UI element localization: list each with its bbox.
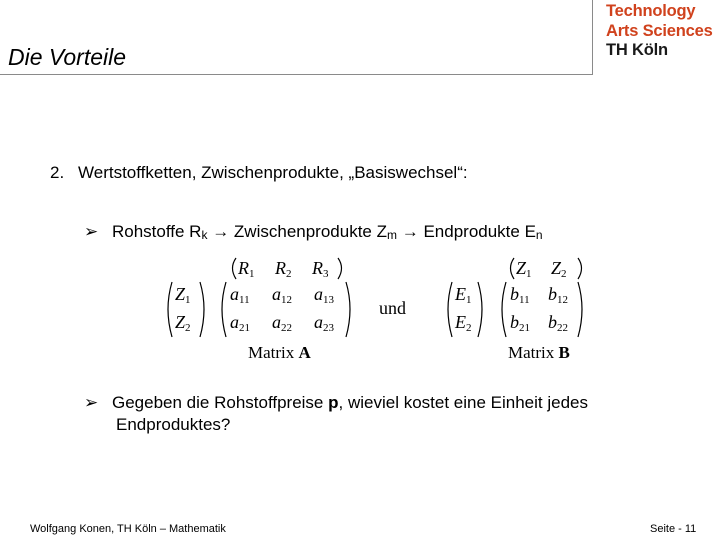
arrow-bullet-icon: ➢	[84, 222, 99, 241]
paren-b-header-left	[511, 258, 515, 279]
matrix-a-cell: a23	[314, 312, 334, 334]
paren-b-header-right	[578, 258, 582, 279]
matrix-b-cell: b11	[510, 284, 530, 306]
matrix-b-col-1: Z1	[516, 258, 532, 280]
chain-sub-m: m	[387, 228, 397, 242]
matrix-a-caption: Matrix A	[248, 343, 311, 362]
paren-b-rows-right	[478, 282, 482, 337]
question-bold-p: p	[328, 393, 339, 412]
matrix-a-cell: a13	[314, 284, 334, 306]
matrix-a-row-2: Z2	[175, 312, 191, 334]
matrix-b-col-2: Z2	[551, 258, 567, 280]
matrix-b-cell: b22	[548, 312, 568, 334]
connector-und: und	[379, 298, 406, 318]
matrix-b-caption: Matrix B	[508, 343, 570, 362]
footer-page-number: Seite - 11	[650, 523, 697, 535]
bullet-question	[84, 392, 704, 436]
point-text: Wertstoffketten, Zwischenprodukte, „Basiswechsel“:	[78, 163, 468, 182]
paren-b-body-right	[578, 282, 582, 337]
arrow-bullet-icon: ➢	[84, 393, 99, 412]
footer-author: Wolfgang Konen, TH Köln – Mathematik	[30, 523, 226, 535]
paren-a-header-left	[233, 258, 237, 279]
matrix-a-cell: a11	[230, 284, 250, 306]
chain-sub-k: k	[201, 228, 208, 242]
logo-line-3: TH Köln	[606, 41, 668, 59]
matrix-a-col-3: R3	[312, 258, 329, 280]
paren-b-rows-left	[448, 282, 452, 337]
matrix-a-cell: a22	[272, 312, 292, 334]
chain-arrow-2: →	[397, 222, 424, 241]
chain-arrow-1: →	[207, 222, 234, 241]
point-number: 2.	[50, 163, 65, 182]
paren-a-body-left	[222, 282, 226, 337]
logo-line-1: Technology	[606, 2, 696, 20]
matrix-b-cell: b12	[548, 284, 568, 306]
question-part-1: Gegeben die Rohstoffpreise	[112, 393, 324, 412]
slide-title: Die Vorteile	[8, 44, 127, 70]
chain-sub-n: n	[535, 228, 543, 242]
chain-zwischen: Zwischenprodukte Z	[233, 222, 387, 241]
matrix-a-col-1: R1	[238, 258, 255, 280]
chain-end: Endprodukte E	[423, 222, 536, 241]
matrix-b-row-2: E2	[455, 312, 472, 334]
paren-a-body-right	[346, 282, 350, 337]
chain-rohstoffe: Rohstoffe R	[112, 222, 202, 241]
paren-a-rows-right	[200, 282, 204, 337]
question-part-2: , wieviel kostet eine Einheit jedes	[338, 393, 588, 412]
question-line-2: Endproduktes?	[116, 415, 231, 434]
logo-line-2: Arts Sciences	[606, 21, 713, 40]
paren-b-body-left	[502, 282, 506, 337]
paren-a-rows-left	[168, 282, 172, 337]
matrix-a-cell: a12	[272, 284, 292, 306]
matrix-a-cell: a21	[230, 312, 250, 334]
matrix-b-row-1: E1	[455, 284, 472, 306]
matrix-a-col-2: R2	[275, 258, 292, 280]
paren-a-header-right	[338, 258, 342, 279]
matrix-a-row-1: Z1	[175, 284, 191, 306]
matrix-b-cell: b21	[510, 312, 530, 334]
